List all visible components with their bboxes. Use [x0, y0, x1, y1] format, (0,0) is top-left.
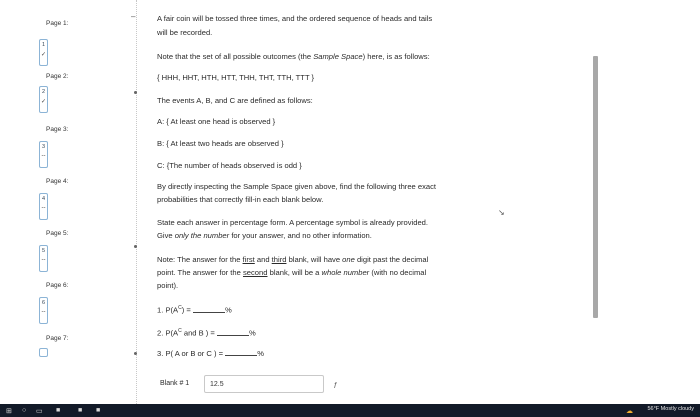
q1-sup: C: [178, 305, 182, 311]
q2-mid: and B ) =: [181, 328, 215, 338]
note2-a: Note: The answer for the: [157, 255, 243, 264]
question-1: [157, 303, 232, 316]
page-5-number: 5: [41, 248, 46, 254]
taskbar: [0, 404, 700, 417]
state-post: for your answer, and no other information.: [229, 231, 372, 240]
q1-percent: %: [224, 305, 232, 315]
note3-c: (with no decimal: [369, 268, 427, 277]
windows-icon[interactable]: ⊞: [6, 408, 12, 415]
events-intro: The events A, B, and C are defined as follows:: [157, 96, 313, 105]
page-2-number: 2: [41, 89, 46, 95]
sample-space-note: [157, 51, 430, 62]
blank-2: [217, 329, 249, 336]
page-3-button[interactable]: [39, 141, 48, 168]
page-4-button[interactable]: [39, 193, 48, 220]
page-label-7: Page 7:: [46, 335, 69, 342]
search-icon[interactable]: ○: [22, 407, 27, 414]
event-c: C: {The number of heads observed is odd }: [157, 161, 302, 170]
weather-text[interactable]: 56°F Mostly cloudy: [647, 406, 694, 412]
note3-second: second: [242, 268, 268, 277]
question-3: [157, 348, 264, 359]
page-1-number: 1: [41, 42, 46, 48]
page-label-2: Page 2:: [46, 73, 69, 80]
state-pre: Give: [157, 231, 175, 240]
note2-third: third: [271, 255, 287, 264]
page-navigator: [0, 0, 128, 404]
note-line-3: point).: [157, 281, 179, 290]
note2-one: one: [342, 255, 355, 264]
bullet-icon: [134, 245, 137, 248]
formula-icon[interactable]: 𝑓: [334, 381, 337, 390]
question-content: [157, 0, 597, 404]
note-line-1: [157, 254, 428, 265]
dash-icon: --: [41, 309, 46, 315]
state-line-2: [157, 230, 372, 241]
scrollbar-thumb[interactable]: [593, 56, 598, 318]
app-icon[interactable]: ■: [56, 407, 61, 414]
answer-input[interactable]: [204, 375, 324, 393]
note3-whole: whole number: [321, 268, 370, 277]
page-label-4: Page 4:: [46, 178, 69, 185]
q2-sup: C: [178, 328, 182, 334]
dash-icon: --: [41, 257, 46, 263]
inspect-line-2: probabilities that correctly fill-in each blank below.: [157, 195, 324, 204]
vertical-divider: [136, 0, 137, 404]
note2-b: and: [254, 255, 272, 264]
note3-b: blank, will be a: [267, 268, 322, 277]
app-icon[interactable]: ■: [78, 407, 83, 414]
blank-1: [193, 306, 225, 313]
bullet-icon: [134, 352, 137, 355]
note3-a: point. The answer for the: [157, 268, 243, 277]
q3-text: 3. P( A or B or C ) =: [157, 349, 224, 358]
sample-space-set: { HHH, HHT, HTH, HTT, THH, THT, TTH, TTT }: [157, 73, 315, 82]
page-label-5: Page 5:: [46, 230, 69, 237]
note2-d: digit past the decimal: [354, 255, 429, 264]
page-1-button[interactable]: [39, 39, 48, 66]
page-5-button[interactable]: [39, 245, 48, 272]
blank-3: [225, 349, 257, 356]
page-2-button[interactable]: [39, 86, 48, 113]
event-a: A: { At least one head is observed }: [157, 117, 276, 126]
question-2: [157, 326, 256, 339]
note-line-2: [157, 267, 426, 278]
page-6-button[interactable]: [39, 297, 48, 324]
page-6-number: 6: [41, 300, 46, 306]
check-icon: ✓: [40, 52, 47, 58]
q2-text: 2. P(A: [157, 328, 179, 338]
note2-c: blank, will have: [286, 255, 343, 264]
page-7-button[interactable]: [39, 348, 48, 357]
state-line-1: State each answer in percentage form. A percentage symbol is already provided.: [157, 218, 428, 227]
page-3-number: 3: [41, 144, 46, 150]
page-4-number: 4: [41, 196, 46, 202]
task-view-icon[interactable]: ▭: [36, 408, 43, 415]
page-label-1: Page 1:: [46, 20, 69, 27]
page-label-3: Page 3:: [46, 126, 69, 133]
page-label-6: Page 6:: [46, 282, 69, 289]
weather-icon: ☁: [626, 408, 633, 415]
note2-first: first: [242, 255, 255, 264]
q1-end: ) =: [181, 305, 191, 315]
inspect-line-1: By directly inspecting the Sample Space given above, find the following three exact: [157, 182, 437, 191]
check-icon: ✓: [40, 99, 47, 105]
event-b: B: { At least two heads are observed }: [157, 139, 284, 148]
dash-icon: --: [41, 153, 46, 159]
note-text-italic: Sample Space: [313, 52, 363, 61]
q2-percent: %: [249, 328, 256, 338]
note-text-pre: Note that the set of all possible outcomes (the: [157, 52, 314, 61]
app-icon[interactable]: ■: [96, 407, 101, 414]
mouse-cursor-icon: ↘: [498, 208, 505, 217]
blank-number-label: Blank # 1: [160, 380, 190, 387]
q3-percent: %: [257, 349, 264, 358]
bullet-icon: [134, 91, 137, 94]
dash-icon: –: [131, 12, 136, 21]
state-italic: only the number: [174, 231, 230, 240]
dash-icon: --: [41, 205, 46, 211]
intro-line-1: A fair coin will be tossed three times, and the ordered sequence of heads and tails: [157, 14, 433, 23]
intro-line-2: will be recorded.: [157, 28, 213, 37]
q1-text: 1. P(A: [157, 305, 179, 315]
note-text-post: ) here, is as follows:: [362, 52, 430, 61]
